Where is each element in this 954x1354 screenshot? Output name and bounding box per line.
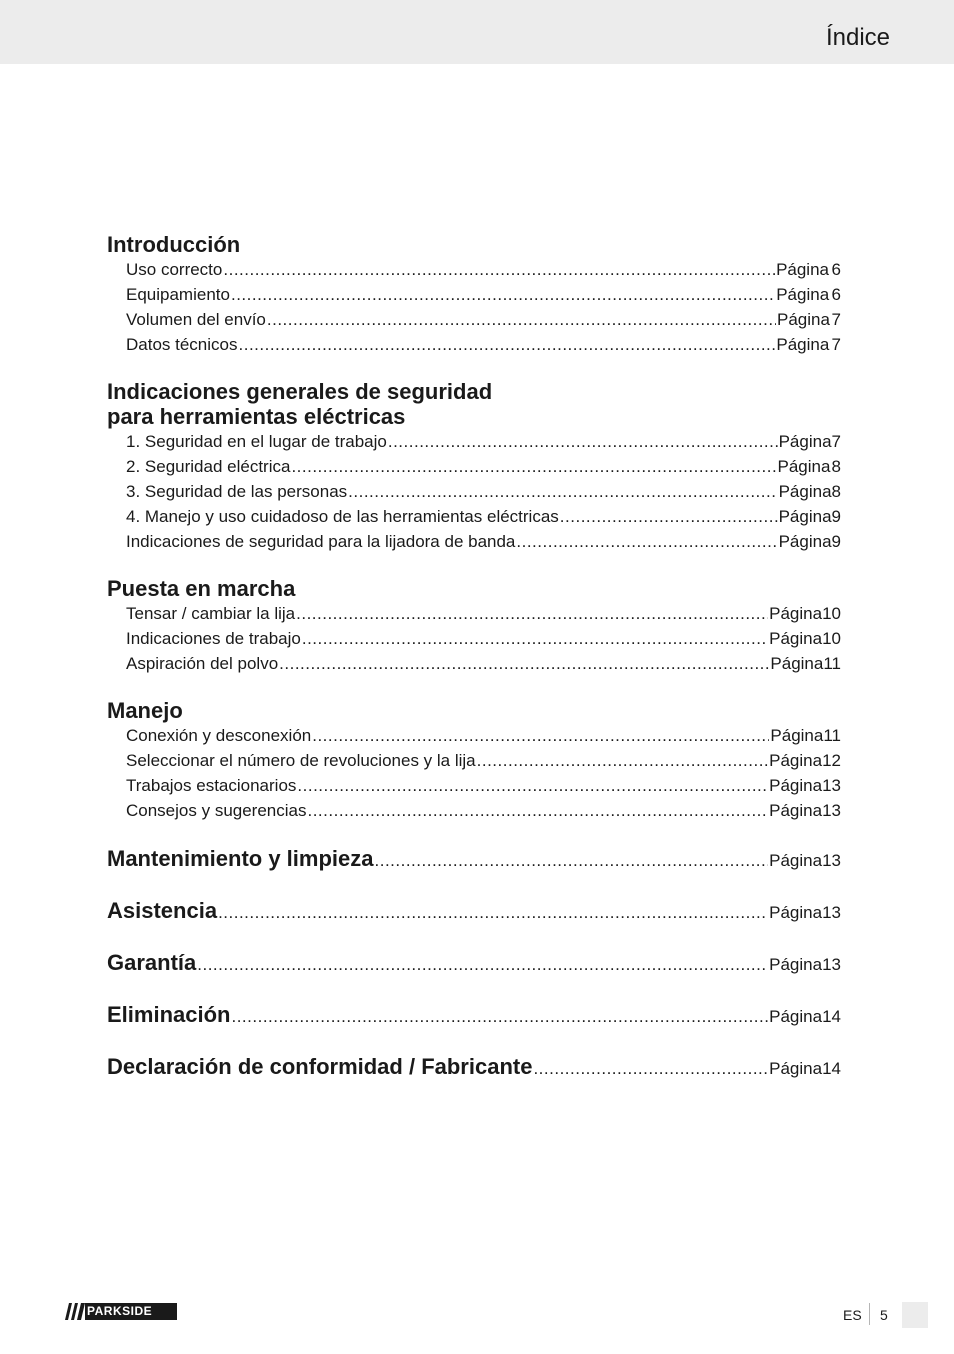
dot-leader <box>296 601 768 626</box>
toc-entry[interactable] <box>107 773 841 798</box>
dot-leader <box>279 651 769 676</box>
dot-leader <box>516 529 777 554</box>
toc-heading-entry-garantia[interactable] <box>107 949 841 979</box>
page-word: Página <box>778 482 832 501</box>
dot-leader <box>348 479 777 504</box>
logo-stripes-icon <box>65 1303 85 1320</box>
page-word: Página <box>778 507 832 526</box>
entry-label: 3. Seguridad de las personas <box>126 482 348 501</box>
page-number: 9 <box>831 507 841 526</box>
page-word: Página <box>776 260 829 279</box>
toc-heading-entry-eliminacion[interactable] <box>107 1001 841 1031</box>
page-number: 13 <box>822 903 841 922</box>
page-word: Página <box>769 629 823 648</box>
dot-leader <box>388 429 778 454</box>
dot-leader <box>218 899 768 927</box>
page-number: 8 <box>831 457 841 476</box>
page-word: Página <box>776 310 830 329</box>
page-number: 7 <box>831 335 841 354</box>
entry-label: Trabajos estacionarios <box>126 776 297 795</box>
dot-leader <box>239 332 776 357</box>
section-heading: para herramientas eléctricas <box>107 404 406 429</box>
page-word: Página <box>769 776 823 795</box>
page-number: 8 <box>831 482 841 501</box>
header-band <box>0 0 954 64</box>
page-word: Página <box>776 285 830 304</box>
toc-heading-entry-declaracion[interactable] <box>107 1053 841 1083</box>
toc-entry[interactable] <box>107 257 841 282</box>
dot-leader <box>477 748 769 773</box>
page-word: Página <box>769 955 823 974</box>
entry-label: Seleccionar el número de revoluciones y la lija <box>126 751 476 770</box>
footer-tab-marker <box>902 1302 928 1328</box>
entry-label: Datos técnicos <box>126 335 238 354</box>
toc-entry[interactable] <box>107 529 841 554</box>
toc-entry[interactable] <box>107 798 841 823</box>
page-title: Índice <box>825 24 890 51</box>
heading-entry-label: Declaración de conformidad / Fabricante <box>107 1054 533 1079</box>
page-word: Página <box>770 654 824 673</box>
page-number: 6 <box>831 260 841 279</box>
language-code: ES <box>843 1307 862 1323</box>
page-word: Página <box>769 851 823 870</box>
page-number: 10 <box>822 629 841 648</box>
dot-leader <box>375 847 769 875</box>
toc-section-puesta-en-marcha <box>107 576 841 676</box>
dot-leader <box>197 951 768 979</box>
section-heading: Indicaciones generales de seguridad <box>107 379 493 404</box>
toc-entry[interactable] <box>107 626 841 651</box>
toc-entry[interactable] <box>107 601 841 626</box>
page-word: Página <box>770 726 824 745</box>
page-number: 13 <box>822 776 841 795</box>
page-word: Página <box>769 801 823 820</box>
page-word: Página <box>769 903 823 922</box>
page-number: 12 <box>822 751 841 770</box>
entry-label: Conexión y desconexión <box>126 726 312 745</box>
dot-leader <box>307 798 768 823</box>
toc-entry[interactable] <box>107 429 841 454</box>
dot-leader <box>302 626 768 651</box>
toc-entry[interactable] <box>107 332 841 357</box>
toc-section-introduccion <box>107 232 841 357</box>
dot-leader <box>533 1055 768 1083</box>
page-number: 9 <box>831 532 841 551</box>
dot-leader <box>267 307 776 332</box>
page-number: 14 <box>822 1007 841 1026</box>
dot-leader <box>231 282 775 307</box>
entry-label: Indicaciones de seguridad para la lijadora de banda <box>126 532 516 551</box>
page-word: Página <box>769 1059 823 1078</box>
dot-leader <box>223 257 775 282</box>
toc-entry[interactable] <box>107 282 841 307</box>
entry-label: Equipamiento <box>126 285 230 304</box>
heading-entry-label: Asistencia <box>107 898 218 923</box>
toc-entry[interactable] <box>107 651 841 676</box>
page-word: Página <box>777 457 831 476</box>
section-heading: Introducción <box>107 232 241 257</box>
section-heading: Manejo <box>107 698 183 723</box>
footer-divider <box>869 1303 870 1325</box>
page-number: 13 <box>822 851 841 870</box>
page-word: Página <box>776 335 830 354</box>
page-number: 5 <box>880 1307 888 1323</box>
page-word: Página <box>769 751 823 770</box>
entry-label: Tensar / cambiar la lija <box>126 604 296 623</box>
dot-leader <box>297 773 768 798</box>
entry-label: Aspiración del polvo <box>126 654 279 673</box>
logo-wordmark: PARKSIDE <box>85 1303 177 1320</box>
toc-entry[interactable] <box>107 748 841 773</box>
dot-leader <box>231 1003 768 1031</box>
entry-label: Volumen del envío <box>126 310 266 329</box>
page-number: 7 <box>831 432 841 451</box>
page-word: Página <box>778 532 832 551</box>
page-number: 13 <box>822 801 841 820</box>
page-word: Página <box>769 1007 823 1026</box>
heading-entry-label: Eliminación <box>107 1002 231 1027</box>
page-number: 14 <box>822 1059 841 1078</box>
entry-label: 1. Seguridad en el lugar de trabajo <box>126 432 387 451</box>
heading-entry-label: Garantía <box>107 950 197 975</box>
page-word: Página <box>769 604 823 623</box>
page-number: 11 <box>823 654 841 673</box>
entry-label: Indicaciones de trabajo <box>126 629 301 648</box>
toc-section-manejo <box>107 698 841 823</box>
parkside-logo <box>65 1303 177 1320</box>
page-number: 7 <box>831 310 841 329</box>
table-of-contents <box>107 232 841 1083</box>
entry-label: 4. Manejo y uso cuidadoso de las herramientas eléctricas <box>126 507 559 526</box>
toc-entry[interactable] <box>107 723 841 748</box>
entry-label: 2. Seguridad eléctrica <box>126 457 291 476</box>
entry-label: Uso correcto <box>126 260 223 279</box>
toc-heading-entry-mantenimiento[interactable] <box>107 845 841 875</box>
toc-entry[interactable] <box>107 479 841 504</box>
page-number: 13 <box>822 955 841 974</box>
page-number: 6 <box>831 285 841 304</box>
page-number: 11 <box>823 726 841 745</box>
toc-entry[interactable] <box>107 504 841 529</box>
toc-entry[interactable] <box>107 307 841 332</box>
page-number: 10 <box>822 604 841 623</box>
dot-leader <box>312 723 769 748</box>
dot-leader <box>291 454 776 479</box>
toc-entry[interactable] <box>107 454 841 479</box>
page-word: Página <box>778 432 832 451</box>
toc-section-indicaciones-seguridad <box>107 379 841 554</box>
dot-leader <box>560 504 778 529</box>
entry-label: Consejos y sugerencias <box>126 801 307 820</box>
toc-heading-entry-asistencia[interactable] <box>107 897 841 927</box>
heading-entry-label: Mantenimiento y limpieza <box>107 846 374 871</box>
section-heading: Puesta en marcha <box>107 576 296 601</box>
